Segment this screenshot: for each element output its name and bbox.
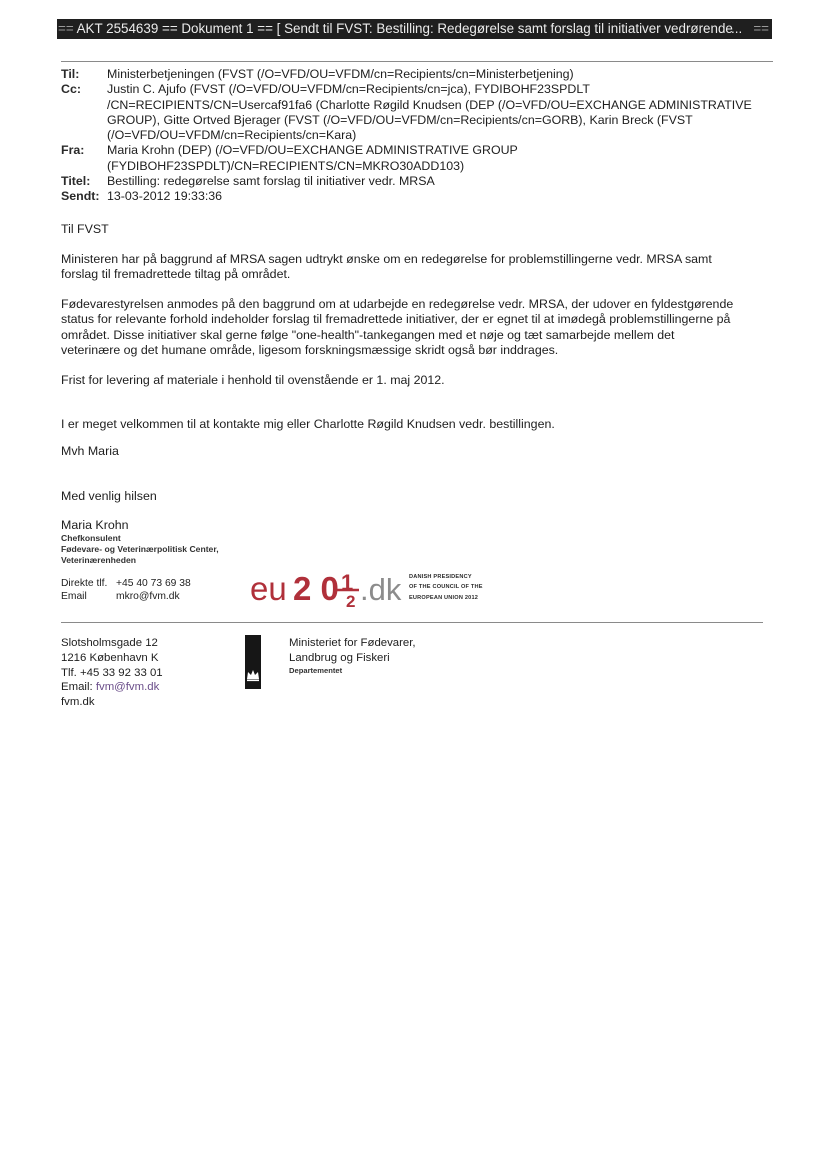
document-banner <box>57 19 772 39</box>
crown-crest <box>245 635 261 689</box>
ministry-block <box>289 636 416 675</box>
from-row <box>61 143 773 174</box>
footer-web[interactable]: fvm.dk <box>61 696 95 709</box>
closing: Med venlig hilsen <box>61 489 157 503</box>
signature-center: Fødevare- og Veterinærpolitisk Center, <box>61 544 219 555</box>
header-divider <box>61 61 773 62</box>
sent-label: Sendt: <box>61 189 100 204</box>
banner-suffix-group <box>731 19 769 39</box>
title-value: Bestilling: redegørelse samt forslag til initiativer vedr. MRSA <box>107 174 435 189</box>
short-signoff: Mvh Maria <box>61 444 119 458</box>
banner-ellipsis: ... <box>731 21 743 36</box>
paragraph-request: Ministeren har på baggrund af MRSA sagen udtrykt ønske om en redegørelse for problemstillingerne vedr. MRSA samt forslag til fremadrettede tiltag på området. <box>61 252 712 282</box>
title-row <box>61 174 773 189</box>
paragraph-task: Fødevarestyrelsen anmodes på den baggrund om at udarbejde en redegørelse vedr. MRSA, der udover en fyldestgørende status for relevante forhold indeholder forslag til fremadrettede initiativer, der er egnet til at imødegå problemstillingerne på området. Disse initiativer skal gerne følge "one-health"-tankegangen med et nøje og tæt samarbejde mellem det veterinære og det humane område, ligesom forskningsmæssige skridt også bør inddrages. <box>61 297 734 357</box>
email-label: Email <box>61 590 87 602</box>
cc-label: Cc: <box>61 82 81 97</box>
to-label: Til: <box>61 67 80 81</box>
footer-email-link[interactable]: fvm@fvm.dk <box>95 681 160 694</box>
title-label: Titel: <box>61 174 91 189</box>
footer-email-label: Email: <box>61 681 93 694</box>
logo-20: 2 0 <box>293 570 339 607</box>
logo-eu: eu <box>250 570 287 607</box>
signature-unit: Veterinærenheden <box>61 555 136 566</box>
salutation: Til FVST <box>61 222 109 236</box>
logo-dotdk: .dk <box>360 572 402 607</box>
presidency-line-3: EUROPEAN UNION 2012 <box>409 594 479 601</box>
cc-value: Justin C. Ajufo (FVST (/O=VFD/OU=VFDM/cn=Recipients/cn=jca), FYDIBOHF23SPDLT /CN=RECIPIENTS/CN=Usercaf91fa6 (Charlotte Røgild Knudsen (DEP (/O=VFD/OU=EXCHANGE ADMINISTRATIVE GROUP), Gitte Ortved Bjerager (FVST (/O=VFD/OU=VFDM/cn=Recipients/cn=GORB), Karin Breck (FVST (/O=VFD/OU=VFDM/cn=Recipients/cn=Kara) <box>107 82 752 143</box>
presidency-line-2: OF THE COUNCIL OF THE <box>409 584 483 591</box>
ministry-department: Departementet <box>289 665 343 675</box>
from-label: Fra: <box>61 143 85 158</box>
paragraph-contact: I er meget velkommen til at kontakte mig eller Charlotte Røgild Knudsen vedr. bestillingen. <box>61 417 555 431</box>
signature-block <box>61 518 736 566</box>
ministry-line-1: Ministeriet for Fødevarer, <box>289 637 416 649</box>
to-row <box>61 67 773 82</box>
from-value: Maria Krohn (DEP) (/O=VFD/OU=EXCHANGE ADMINISTRATIVE GROUP (FYDIBOHF23SPDLT)/CN=RECIPIENTS/CN=MKRO30ADD103) <box>107 143 518 173</box>
phone-label: Direkte tlf. <box>61 578 108 589</box>
phone-value: +45 40 73 69 38 <box>116 578 191 589</box>
email-value[interactable]: mkro@fvm.dk <box>116 590 180 602</box>
banner-text: AKT 2554639 == Dokument 1 == [ Sendt til FVST: Bestilling: Redegørelse samt forslag til initiativer vedrørende <box>76 21 733 36</box>
signature-role: Chefkonsulent <box>61 533 121 544</box>
logo-2: 2 <box>346 592 356 608</box>
eu2012-logo <box>248 566 408 608</box>
signature-name: Maria Krohn <box>61 518 129 532</box>
banner-suffix: == <box>753 21 769 36</box>
presidency-text <box>409 572 483 603</box>
ministry-line-2: Landbrug og Fiskeri <box>289 651 390 664</box>
footer-street: Slotsholmsgade 12 <box>61 637 158 649</box>
crown-icon <box>246 668 260 682</box>
to-value: Ministerbetjeningen (FVST (/O=VFD/OU=VFDM/cn=Recipients/cn=Ministerbetjening) <box>107 67 574 81</box>
footer-divider <box>61 622 763 623</box>
banner-prefix: == <box>58 21 74 36</box>
sent-value: 13-03-2012 19:33:36 <box>107 189 223 204</box>
footer-address <box>61 636 163 710</box>
email-header <box>61 67 773 205</box>
signature-contact <box>61 578 191 603</box>
footer-city: 1216 København K <box>61 651 159 664</box>
logo-1: 1 <box>341 570 354 595</box>
presidency-line-1: DANISH PRESIDENCY <box>409 574 472 580</box>
paragraph-deadline: Frist for levering af materiale i henhold til ovenstående er 1. maj 2012. <box>61 373 445 387</box>
footer-phone: Tlf. +45 33 92 33 01 <box>61 666 163 679</box>
sent-row <box>61 189 773 204</box>
cc-row <box>61 82 773 143</box>
